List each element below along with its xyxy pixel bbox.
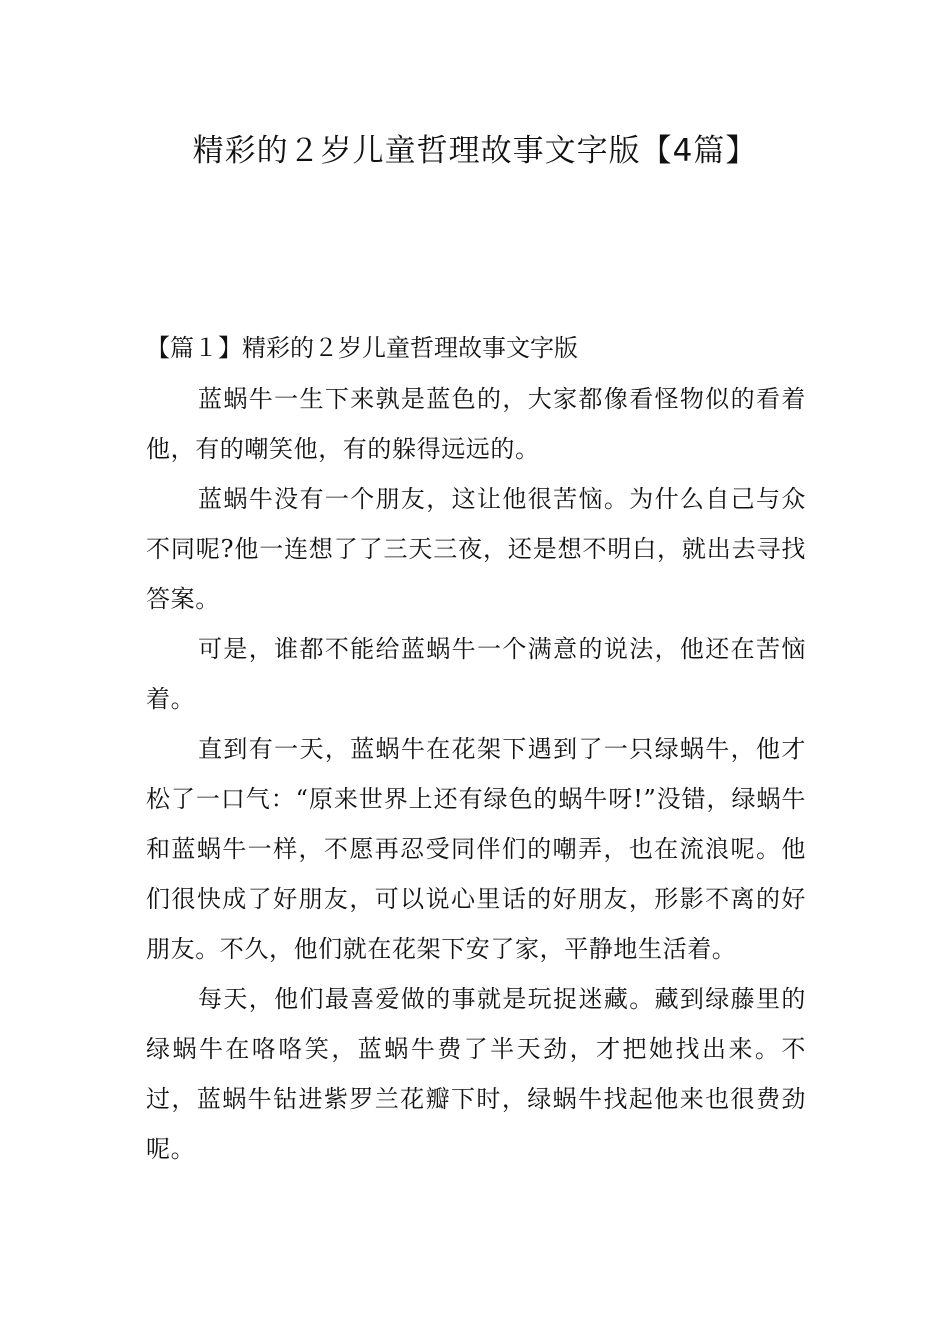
document-body <box>146 328 806 1174</box>
document-title: 精彩的２岁儿童哲理故事文字版【4篇】 <box>192 133 758 169</box>
paragraph-4: 直到有一天，蓝蜗牛在花架下遇到了一只绿蜗牛，他才松了一口气：“原来世界上还有绿色的蜗牛呀!”没错，绿蜗牛和蓝蜗牛一样，不愿再忍受同伴们的嘲弄，也在流浪呢。他们很快成了好朋友，可以说心里话的好朋友，形影不离的好朋友。不久，他们就在花架下安了家，平静地生活着。 <box>146 735 806 963</box>
section-heading: 【篇１】精彩的２岁儿童哲理故事文字版 <box>146 334 578 362</box>
paragraph-3: 可是，谁都不能给蓝蜗牛一个满意的说法，他还在苦恼着。 <box>146 635 806 713</box>
paragraph-2: 蓝蜗牛没有一个朋友，这让他很苦恼。为什么自己与众不同呢?他一连想了了三天三夜，还是想不明白，就出去寻找答案。 <box>146 485 806 613</box>
paragraph-1: 蓝蜗牛一生下来孰是蓝色的，大家都像看怪物似的看着他，有的嘲笑他，有的躲得远远的。 <box>146 385 806 463</box>
paragraph-5: 每天，他们最喜爱做的事就是玩捉迷藏。藏到绿藤里的绿蜗牛在咯咯笑，蓝蜗牛费了半天劲，才把她找出来。不过，蓝蜗牛钻进紫罗兰花瓣下时，绿蜗牛找起他来也很费劲呢。 <box>146 985 806 1163</box>
